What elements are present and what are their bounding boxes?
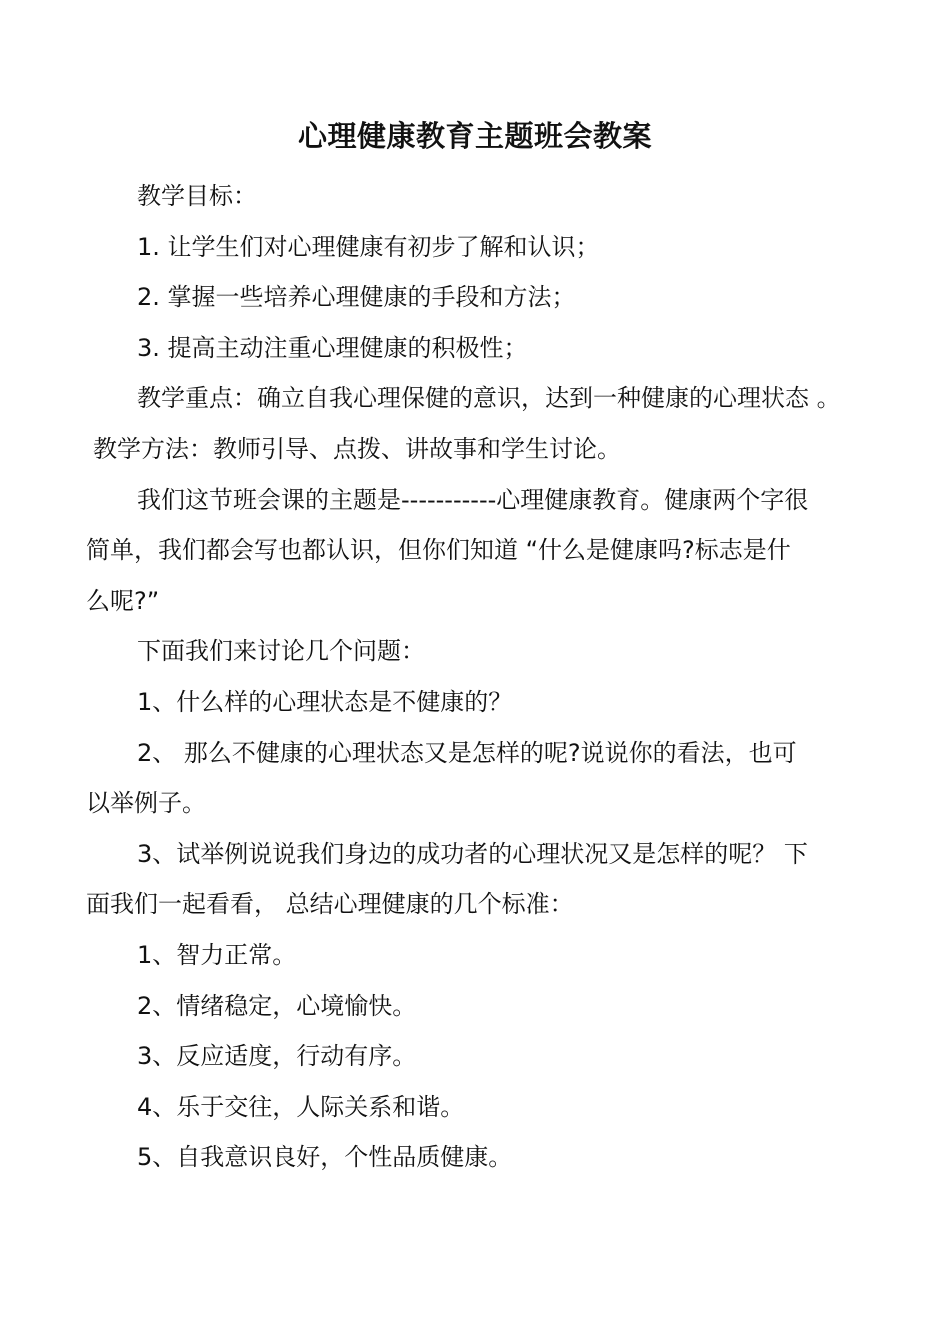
text-line: 3. 提高主动注重心理健康的积极性； (137, 334, 528, 362)
text-line: 1、什么样的心理状态是不健康的？ (137, 688, 513, 716)
text-line: 下面我们来讨论几个问题： (137, 637, 425, 665)
text-line: 5、自我意识良好，个性品质健康。 (137, 1143, 513, 1171)
text-line: 我们这节班会课的主题是-----------心理健康教育。健康两个字很 (137, 486, 809, 514)
text-line: 么呢?” (86, 587, 160, 615)
text-line: 1. 让学生们对心理健康有初步了解和认识； (137, 233, 600, 261)
text-line: 1、智力正常。 (137, 941, 297, 969)
text-line: 教学重点：确立自我心理保健的意识，达到一种健康的心理状态 。 (137, 384, 841, 412)
text-line: 4、乐于交往，人际关系和谐。 (137, 1093, 465, 1121)
text-line: 2、情绪稳定，心境愉快。 (137, 992, 417, 1020)
text-line: 3、试举例说说我们身边的成功者的心理状况又是怎样的呢？ 下 (137, 840, 808, 868)
text-line: 3、反应适度，行动有序。 (137, 1042, 417, 1070)
document-title: 心理健康教育主题班会教案 (297, 119, 652, 153)
text-line: 教学目标： (137, 182, 257, 210)
text-line: 2、 那么不健康的心理状态又是怎样的呢?说说你的看法，也可 (137, 739, 797, 767)
text-line: 面我们一起看看， 总结心理健康的几个标准： (86, 890, 574, 918)
text-line: 以举例子。 (86, 789, 206, 817)
text-line: 2. 掌握一些培养心理健康的手段和方法； (137, 283, 576, 311)
text-line: 教学方法：教师引导、点拨、讲故事和学生讨论。 (93, 435, 621, 463)
text-line: 简单，我们都会写也都认识，但你们知道 “什么是健康吗?标志是什 (86, 536, 791, 564)
